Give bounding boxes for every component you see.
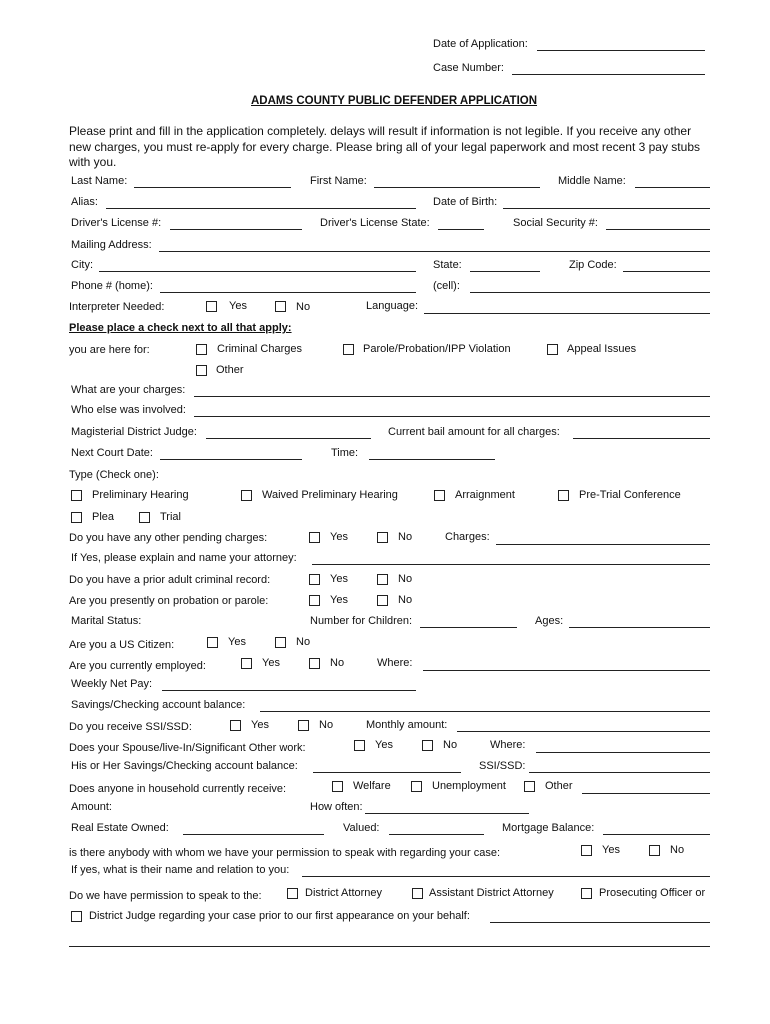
ssi-ssd-field[interactable] [529, 772, 710, 773]
phone-cell-field[interactable] [470, 292, 710, 293]
dl-state-label: Driver's License State: [320, 217, 430, 229]
relation-field[interactable] [302, 876, 710, 877]
instructions-paragraph: Please print and fill in the application completely. delays will result if information is not legible. If you receive any other new charges, you must re-apply for every charge. Please bring all of your legal paperwork and most recent 3 pay stubs with you. [69, 124, 700, 169]
unemployment-label: Unemployment [432, 780, 506, 792]
ssn-label: Social Security #: [513, 217, 598, 229]
spouse-work-label: Does your Spouse/live-In/Significant Other work: [69, 742, 306, 754]
apply-heading: Please place a check next to all that apply: [69, 322, 292, 334]
probation-yes-checkbox[interactable] [309, 595, 320, 606]
first-name-label: First Name: [310, 175, 367, 187]
explain-attorney-field[interactable] [312, 564, 710, 565]
drivers-license-label: Driver's License #: [71, 217, 162, 229]
savings-field[interactable] [260, 711, 710, 712]
unemployment-checkbox[interactable] [411, 781, 422, 792]
arraignment-checkbox[interactable] [434, 490, 445, 501]
permission-no-label: No [670, 844, 685, 856]
spouse-savings-field[interactable] [313, 772, 461, 773]
ages-label: Ages: [535, 615, 564, 627]
interpreter-label: Interpreter Needed: [69, 301, 165, 313]
real-estate-field[interactable] [183, 834, 324, 835]
district-judge-field[interactable] [490, 922, 710, 923]
prosecuting-officer-checkbox[interactable] [581, 888, 592, 899]
language-label: Language: [366, 300, 418, 312]
pending-charges-label: Do you have any other pending charges: [69, 532, 268, 544]
savings-label: Savings/Checking account balance: [71, 699, 246, 711]
bail-amount-label: Current bail amount for all charges: [388, 426, 560, 438]
how-often-label: How often: [310, 801, 363, 813]
citizen-label: Are you a US Citizen: [69, 639, 175, 651]
assistant-da-label: Assistant District Attorney [429, 887, 554, 899]
mortgage-field[interactable] [603, 834, 710, 835]
pending-yes-checkbox[interactable] [309, 532, 320, 543]
employed-yes-checkbox[interactable] [241, 658, 252, 669]
middle-name-field[interactable] [635, 187, 710, 188]
permission-question-label: is there anybody with whom we have your permission to speak with regarding your case: [69, 847, 501, 859]
citizen-no-checkbox[interactable] [275, 637, 286, 648]
type-label: Type (Check one): [69, 469, 159, 481]
probation-no-checkbox[interactable] [377, 595, 388, 606]
last-name-field[interactable] [134, 187, 291, 188]
citizen-no-label: No [296, 636, 311, 648]
preliminary-hearing-label: Preliminary Hearing [92, 489, 189, 501]
zip-field[interactable] [623, 271, 710, 272]
criminal-charges-label: Criminal Charges [217, 343, 302, 355]
children-label: Number for Children: [310, 615, 413, 627]
prosecuting-officer-label: Prosecuting Officer or [599, 887, 706, 899]
spouse-where-field[interactable] [536, 752, 710, 753]
parole-violation-checkbox[interactable] [343, 344, 354, 355]
date-of-application-label: Date of Application: [433, 38, 528, 50]
mailing-address-label: Mailing Address: [71, 239, 152, 251]
employed-yes-label: Yes [262, 657, 280, 669]
first-name-field[interactable] [374, 187, 540, 188]
pending-charges-field[interactable] [496, 544, 710, 545]
who-else-label: Who else was involved: [71, 404, 186, 416]
arraignment-label: Arraignment [455, 489, 515, 501]
employer-where-field[interactable] [423, 670, 710, 671]
interpreter-no-checkbox[interactable] [275, 301, 286, 312]
time-label: Time: [331, 447, 359, 459]
plea-checkbox[interactable] [71, 512, 82, 523]
date-of-application-field[interactable] [537, 50, 705, 51]
ages-field[interactable] [569, 627, 710, 628]
citizen-yes-label: Yes [228, 636, 246, 648]
district-attorney-label: District Attorney [305, 887, 383, 899]
pretrial-label: Pre-Trial Conference [579, 489, 681, 501]
explain-attorney-label: If Yes, please explain and name your attorney: [71, 552, 297, 564]
employed-label: Are you currently employed: [69, 660, 206, 672]
prior-no-checkbox[interactable] [377, 574, 388, 585]
pending-no-label: No [398, 531, 413, 543]
monthly-amount-label: Monthly amount: [366, 719, 448, 731]
alias-field[interactable] [106, 208, 416, 209]
ssi-ssd-label: SSI/SSD: [479, 760, 526, 772]
middle-name-label: Middle Name: [558, 175, 626, 187]
children-field[interactable] [420, 627, 517, 628]
district-judge-label: District Judge regarding your case prior to our first appearance on your behalf: [89, 910, 470, 922]
interpreter-yes-checkbox[interactable] [206, 301, 217, 312]
magisterial-judge-field[interactable] [206, 438, 371, 439]
appeal-issues-checkbox[interactable] [547, 344, 558, 355]
ssi-no-label: No [319, 719, 334, 731]
employed-no-label: No [330, 657, 345, 669]
who-else-field[interactable] [194, 416, 710, 417]
waived-hearing-label: Waived Preliminary Hearing [262, 489, 398, 501]
phone-home-label: Phone # (home): [71, 280, 153, 292]
employed-no-checkbox[interactable] [309, 658, 320, 669]
plea-label: Plea [92, 511, 115, 523]
ssi-no-checkbox[interactable] [298, 720, 309, 731]
pending-charges-text-label: Charges: [445, 531, 490, 543]
drivers-license-field[interactable] [170, 229, 302, 230]
language-field[interactable] [424, 313, 710, 314]
spouse-no-checkbox[interactable] [422, 740, 433, 751]
case-number-field[interactable] [512, 74, 705, 75]
ssi-yes-label: Yes [251, 719, 269, 731]
prior-yes-checkbox[interactable] [309, 574, 320, 585]
ssi-yes-checkbox[interactable] [230, 720, 241, 731]
valued-field[interactable] [389, 834, 484, 835]
interpreter-no-label: No [296, 301, 311, 313]
speak-to-label: Do we have permission to speak to the: [69, 890, 262, 902]
valued-label: Valued: [343, 822, 380, 834]
assistant-da-checkbox[interactable] [412, 888, 423, 899]
employer-where-label: Where: [377, 657, 413, 669]
relation-label: If yes, what is their name and relation to you: [71, 864, 290, 876]
interpreter-yes-label: Yes [229, 300, 247, 312]
trial-label: Trial [160, 511, 181, 523]
time-field[interactable] [369, 459, 495, 460]
probation-no-label: No [398, 594, 413, 606]
trial-checkbox[interactable] [139, 512, 150, 523]
amount-label: Amount: [71, 801, 112, 813]
here-for-label: you are here for: [69, 344, 150, 356]
magisterial-judge-label: Magisterial District Judge: [71, 426, 197, 438]
pretrial-checkbox[interactable] [558, 490, 569, 501]
prior-yes-label: Yes [330, 573, 348, 585]
other-purpose-label: Other [216, 364, 244, 376]
marital-status-label: Marital Status: [71, 615, 142, 627]
monthly-amount-field[interactable] [457, 731, 710, 732]
criminal-charges-checkbox[interactable] [196, 344, 207, 355]
spouse-savings-label: His or Her Savings/Checking account balance: [71, 760, 298, 772]
spouse-no-label: No [443, 739, 458, 751]
case-number-label: Case Number: [433, 62, 504, 74]
preliminary-hearing-checkbox[interactable] [71, 490, 82, 501]
dob-label: Date of Birth: [433, 196, 498, 208]
real-estate-label: Real Estate Owned: [71, 822, 169, 834]
appeal-issues-label: Appeal Issues [567, 343, 637, 355]
permission-yes-checkbox[interactable] [581, 845, 592, 856]
zip-label: Zip Code: [569, 259, 617, 271]
last-name-label: Last Name: [71, 175, 128, 187]
welfare-checkbox[interactable] [332, 781, 343, 792]
mortgage-label: Mortgage Balance: [502, 822, 595, 834]
receive-label: Does anyone in household currently receive: [69, 783, 287, 795]
spouse-yes-label: Yes [375, 739, 393, 751]
city-field[interactable] [99, 271, 416, 272]
other-benefit-field[interactable] [582, 793, 710, 794]
alias-label: Alias: [71, 196, 98, 208]
probation-label: Are you presently on probation or parole: [69, 595, 269, 607]
ssi-label: Do you receive SSI/SSD: [69, 721, 192, 733]
district-judge-checkbox[interactable] [71, 911, 82, 922]
phone-home-field[interactable] [160, 292, 416, 293]
spouse-where-label: Where: [490, 739, 526, 751]
parole-violation-label: Parole/Probation/IPP Violation [363, 343, 511, 355]
charges-field[interactable] [194, 396, 710, 397]
additional-line[interactable] [69, 946, 710, 947]
bail-amount-field[interactable] [573, 438, 710, 439]
mailing-address-field[interactable] [159, 251, 710, 252]
weekly-net-pay-label: Weekly Net Pay: [71, 678, 153, 690]
spouse-yes-checkbox[interactable] [354, 740, 365, 751]
waived-hearing-checkbox[interactable] [241, 490, 252, 501]
citizen-yes-checkbox[interactable] [207, 637, 218, 648]
form-title: ADAMS COUNTY PUBLIC DEFENDER APPLICATION [251, 95, 538, 107]
prior-record-label: Do you have a prior adult criminal record: [69, 574, 271, 586]
permission-yes-label: Yes [602, 844, 620, 856]
district-attorney-checkbox[interactable] [287, 888, 298, 899]
state-label: State: [433, 259, 462, 271]
city-label: City: [71, 259, 93, 271]
other-benefit-label: Other [545, 780, 573, 792]
welfare-label: Welfare [353, 780, 391, 792]
phone-cell-label: (cell): [433, 280, 460, 292]
how-often-field[interactable] [365, 813, 529, 814]
next-court-date-field[interactable] [160, 459, 302, 460]
state-field[interactable] [470, 271, 540, 272]
other-benefit-checkbox[interactable] [524, 781, 535, 792]
weekly-net-pay-field[interactable] [162, 690, 416, 691]
dob-field[interactable] [503, 208, 710, 209]
ssn-field[interactable] [606, 229, 710, 230]
probation-yes-label: Yes [330, 594, 348, 606]
other-purpose-checkbox[interactable] [196, 365, 207, 376]
pending-no-checkbox[interactable] [377, 532, 388, 543]
next-court-date-label: Next Court Date: [71, 447, 153, 459]
charges-label: What are your charges: [71, 384, 186, 396]
prior-no-label: No [398, 573, 413, 585]
permission-no-checkbox[interactable] [649, 845, 660, 856]
pending-yes-label: Yes [330, 531, 348, 543]
dl-state-field[interactable] [438, 229, 484, 230]
